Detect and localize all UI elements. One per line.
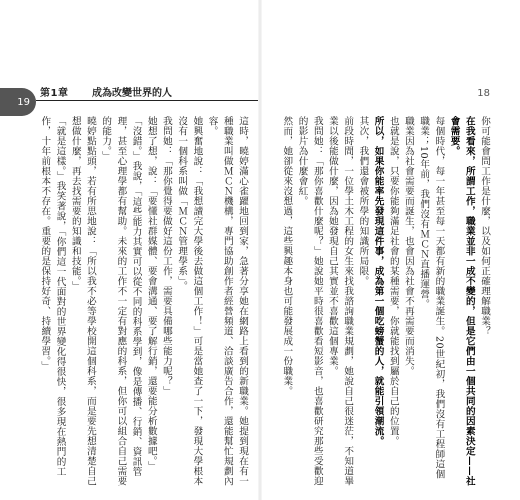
left-page-number: 19 — [17, 96, 30, 108]
left-paragraph: 她想了想，說：「要懂社群媒體、要會溝通、要了解行銷，還要能分析數據吧。」 — [145, 116, 157, 472]
left-page-number-tab — [0, 88, 36, 116]
right-paragraph: 我問她：「那你喜歡什麼呢？」她說她平時很喜歡看短影音，也喜歡研究那些受歡迎的影片為什麼會紅。 — [296, 116, 323, 486]
left-paragraph: 她興奮地說：「我想讀完大學後去做這個工作！」可是當她查了一下，發現大學根本沒有一個科系叫做「ＭＣＮ管理學系」。 — [176, 116, 203, 486]
chapter-title: 成為改變世界的人 — [92, 88, 172, 99]
right-paragraph-emphasis: 所以，如果你能率先發現這件事，成為第一個吃螃蟹的人，就能引領潮流。 — [372, 116, 384, 446]
right-paragraph-emphasis: 在我看來，所謂工作，職業並非一成不變的，但是它們由一個共同的因素決定——社會需要。 — [448, 116, 475, 486]
left-paragraph: 「沒錯。」我說，「這些能力其實可以從不同的科系學到，像是傳播、行銷、資訊管理，甚至心理學都有幫助。未來的工作不一定有對應的科系，但你可以組合自己需要的能力。」 — [100, 116, 142, 486]
left-paragraph: 這時，曉婷滿心雀躍地回到家，急著分享她在網路上看到的新職業。她提到現在有一種職業叫做ＭＣＮ機構，專門協助創作者經營頻道、洽談廣告合作，還能幫忙規劃內容。 — [206, 116, 248, 486]
right-paragraph: 也就是說，只要你能夠滿足社會的某種需要，你就能找到屬於自己的位置。 — [387, 116, 399, 446]
right-paragraph: 職業因為社會需要而誕生，也會因為社會不再需要而消失。 — [402, 116, 414, 376]
left-paragraph: 曉婷點點頭，若有所思地說：「所以我不必等學校開這個科系，而是要先想清楚自己想做什麼，再去找需要的知識和技能。」 — [69, 116, 96, 486]
left-paragraph: 我問她：「那你覺得要做好這份工作，需要具備哪些能力呢？」 — [160, 116, 172, 396]
right-paragraph: 前段時間，一位學土木工程的女生來找我諮詢職業規劃，她說自己很迷茫，不知道畢業以後能做什麼，因為她發現自己其實並不喜歡這個專業。 — [326, 116, 354, 486]
right-page-body — [282, 116, 492, 486]
left-paragraph: 「就是這樣。」我笑著說，「你們這一代面對的世界變化得很快，很多現在熱門的工作，十年前根本不存在。重要的是保持好奇、持續學習。」 — [39, 116, 66, 477]
right-paragraph: 然而，她卻從來沒想過，這些興趣本身也可能發展成一份職業。 — [281, 116, 293, 396]
chapter-header-rule — [36, 100, 258, 101]
left-page-body — [39, 116, 250, 486]
right-paragraph: 其次，我們還會被所學的知識所局限。 — [357, 116, 369, 286]
right-paragraph: 每個時代，每一年甚至每一天都有新的職業誕生。20世紀初，我們沒有工程師這個職業；10年前，我們沒有ＭＣＮ直播運營。 — [418, 116, 445, 480]
book-spine — [258, 0, 262, 500]
chapter-label: 第1章 — [40, 88, 69, 99]
right-paragraph: 你可能會問工作是什麼，以及如何正確理解職業？ — [479, 116, 490, 336]
right-page-number: 18 — [477, 88, 490, 99]
